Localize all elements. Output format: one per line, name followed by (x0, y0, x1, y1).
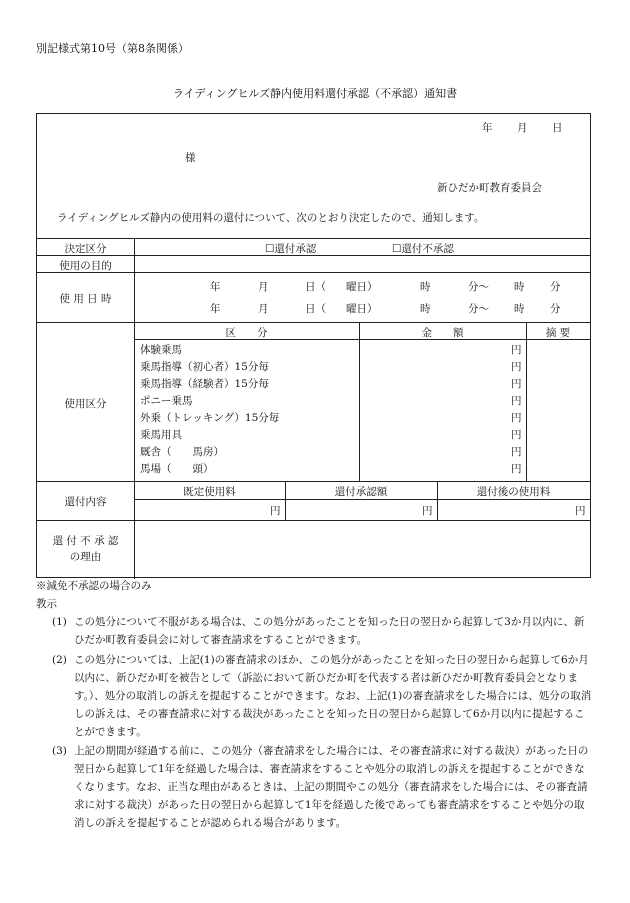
refund-approved-yen: 円 (422, 505, 433, 517)
refund-col-base-fee: 既定使用料 (183, 486, 236, 498)
list-item: 馬場（ 頭） (140, 463, 214, 475)
list-item: 乗馬指導（初心者）15分毎 (140, 361, 269, 373)
refund-label: 還付内容 (64, 496, 107, 508)
document-title: ライディングヒルズ静内使用料還付承認（不承認）通知書 (172, 87, 458, 100)
instruction-1: (1) この処分について不服がある場合は、この処分があったことを知った日の翌日から起算して3か月以内に、新ひだか町教育委員会に対して審査請求をすることができます。 (52, 616, 585, 646)
date-day: 日 (552, 122, 563, 134)
instructions-heading: 教示 (36, 598, 57, 610)
reason-label-line2: の理由 (69, 551, 102, 563)
decision-label: 決定区分 (64, 243, 107, 255)
refund-col-approved: 還付承認額 (334, 486, 388, 498)
reduction-note: ※減免不承認の場合のみ (36, 580, 152, 592)
purpose-label: 使用の目的 (59, 260, 112, 272)
usage-col-amount: 金 額 (421, 327, 464, 339)
form-number: 別記様式第10号（第8条関係） (36, 42, 189, 55)
recipient-suffix: 様 (185, 152, 196, 164)
issuer: 新ひだか町教育委員会 (437, 182, 542, 194)
refund-after-yen: 円 (575, 505, 586, 517)
datetime-label: 使 用 日 時 (59, 293, 112, 305)
list-item: ポニー乗馬 (140, 395, 193, 407)
reason-label-line1: 還 付 不 承 認 (52, 535, 119, 547)
list-item: 厩舎（ 馬房） (140, 446, 224, 458)
date-month: 月 (517, 122, 528, 134)
usage-label: 使用区分 (64, 398, 107, 410)
decision-reject-checkbox[interactable]: ☐還付不承認 (392, 243, 454, 255)
refund-col-after: 還付後の使用料 (476, 486, 551, 498)
instruction-2: (2) この処分については、上記(1)の審査請求のほか、この処分があったことを知った日の翌日から起算して6か月以内に、新ひだか町を被告として（訴訟において新ひだか町を代表する者は新ひだか町教育委員会となります。）、処分の取消しの訴えを提起することができます。なお、上記(1)の審査請求をした場合には、処分の取消しの訴えは、その審査請求に対する裁決があったことを知った日の翌日から起算して6か月以内に提起することができます。 (52, 654, 592, 738)
usage-col-note: 摘 要 (545, 327, 571, 339)
date-year: 年 (482, 122, 493, 134)
list-item: 体験乗馬 (140, 344, 182, 356)
list-item: 乗馬用具 (140, 429, 182, 441)
usage-col-category: 区 分 (225, 327, 268, 339)
statement: ライディングヒルズ静内の使用料の還付について、次のとおり決定したので、通知します。 (57, 212, 485, 224)
instruction-3: (3) 上記の期間が経過する前に、この処分（審査請求をした場合には、その審査請求に対する裁決）があった日の翌日から起算して1年を経過した場合は、審査請求をすることや処分の取消しの訴えを提起することができなくなります。なお、正当な理由があるときは、上記の期間やこの処分（審査請求をした場合には、その審査請求に対する裁決）があった日の翌日から起算して1年を経過した後であっても審査請求をすることや処分の取消しの訴えを提起することが認められる場合があります。 (52, 745, 589, 829)
refund-base-yen: 円 (270, 505, 281, 517)
decision-approve-checkbox[interactable]: ☐還付承認 (265, 243, 317, 255)
form-table: 年 月 日 様 新ひだか町教育委員会 ライディングヒルズ静内の使用料の還付について、次のとおり決定したので、通知します。 決定区分 ☐還付承認 ☐還付不承認 使用の目的 使 用 日 時 年 月 日（ 曜日） 時 分～ 時 分 年 月 日（ 曜日） 時 分～ 時 分 使用区分 区 分 金 額 摘 要 体験乗馬 乗馬指導（初心者）15分毎 乗馬指導（経験者）15分毎 ポニー乗馬 外乗（トレッキング）15分毎 乗馬用具 厩舎（ 馬房） 馬場（ 頭） 円 円 円 円 円 円 円 円 還付内容 既定使用料 還付承認額 還付後の使用料 円 円 円 還 付 不 承 認 の理由 (36, 113, 591, 578)
list-item: 乗馬指導（経験者）15分毎 (140, 378, 269, 390)
list-item: 外乗（トレッキング）15分毎 (140, 412, 280, 424)
